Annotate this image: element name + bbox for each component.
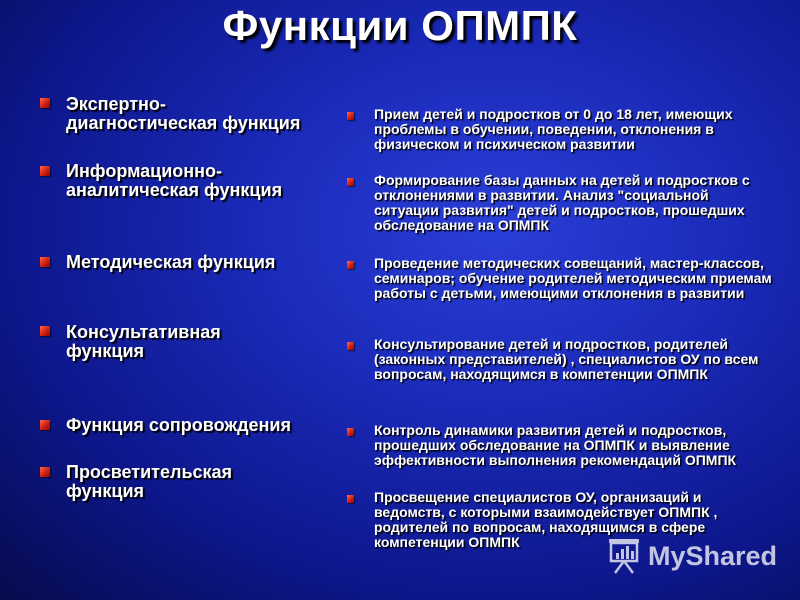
- function-item: Функция сопровождения: [66, 415, 291, 435]
- bullet-icon: [40, 98, 50, 108]
- bullet-icon: [40, 166, 50, 176]
- slide-title: Функции ОПМПК: [222, 2, 578, 49]
- bullet-icon: [347, 495, 354, 503]
- bullet-icon: [40, 326, 50, 336]
- bullet-icon: [347, 428, 354, 436]
- function-item: Консультативная функция: [66, 322, 221, 361]
- bullet-icon: [40, 420, 50, 430]
- bullet-icon: [347, 178, 354, 186]
- description-item: Консультирование детей и подростков, родителей (законных представителей) , специалистов ОУ по всем вопросам, находящимся в компетенции ОПМПК: [374, 336, 759, 382]
- watermark-text: MyShared: [648, 540, 778, 571]
- bullet-icon: [347, 112, 354, 120]
- function-item: Просветительская функция: [66, 462, 233, 501]
- description-item: Контроль динамики развития детей и подростков, прошедших обследование на ОПМПК и выявление эффективности выполнения рекомендаций ОПМПК: [374, 422, 737, 468]
- presentation-screen-icon: [606, 537, 642, 575]
- function-item: Методическая функция: [66, 252, 276, 272]
- description-item: Проведение методических совещаний, мастер-классов, семинаров; обучение родителей методическим приемам работы с детьми, имеющими отклонения в развитии: [374, 255, 772, 301]
- watermark: [606, 536, 786, 576]
- bullet-icon: [347, 342, 354, 350]
- description-item: Прием детей и подростков от 0 до 18 лет, имеющих проблемы в обучении, поведении, отклонения в физическом и психическом развитии: [374, 106, 733, 152]
- bullet-icon: [40, 257, 50, 267]
- function-item: Экспертно- диагностическая функция: [66, 94, 301, 133]
- description-item: Просвещение специалистов ОУ, организаций и ведомств, с которыми взаимодействует ОПМПК , родителей по вопросам, находящимся в сфере компетенции ОПМПК: [374, 489, 718, 550]
- function-item: Информационно- аналитическая функция: [66, 161, 283, 200]
- description-item: Формирование базы данных на детей и подростков с отклонениями в развитии. Анализ "социальной ситуации развития" детей и подростков, прошедших обследование на ОПМПК: [374, 172, 750, 233]
- bullet-icon: [347, 261, 354, 269]
- bullet-icon: [40, 467, 50, 477]
